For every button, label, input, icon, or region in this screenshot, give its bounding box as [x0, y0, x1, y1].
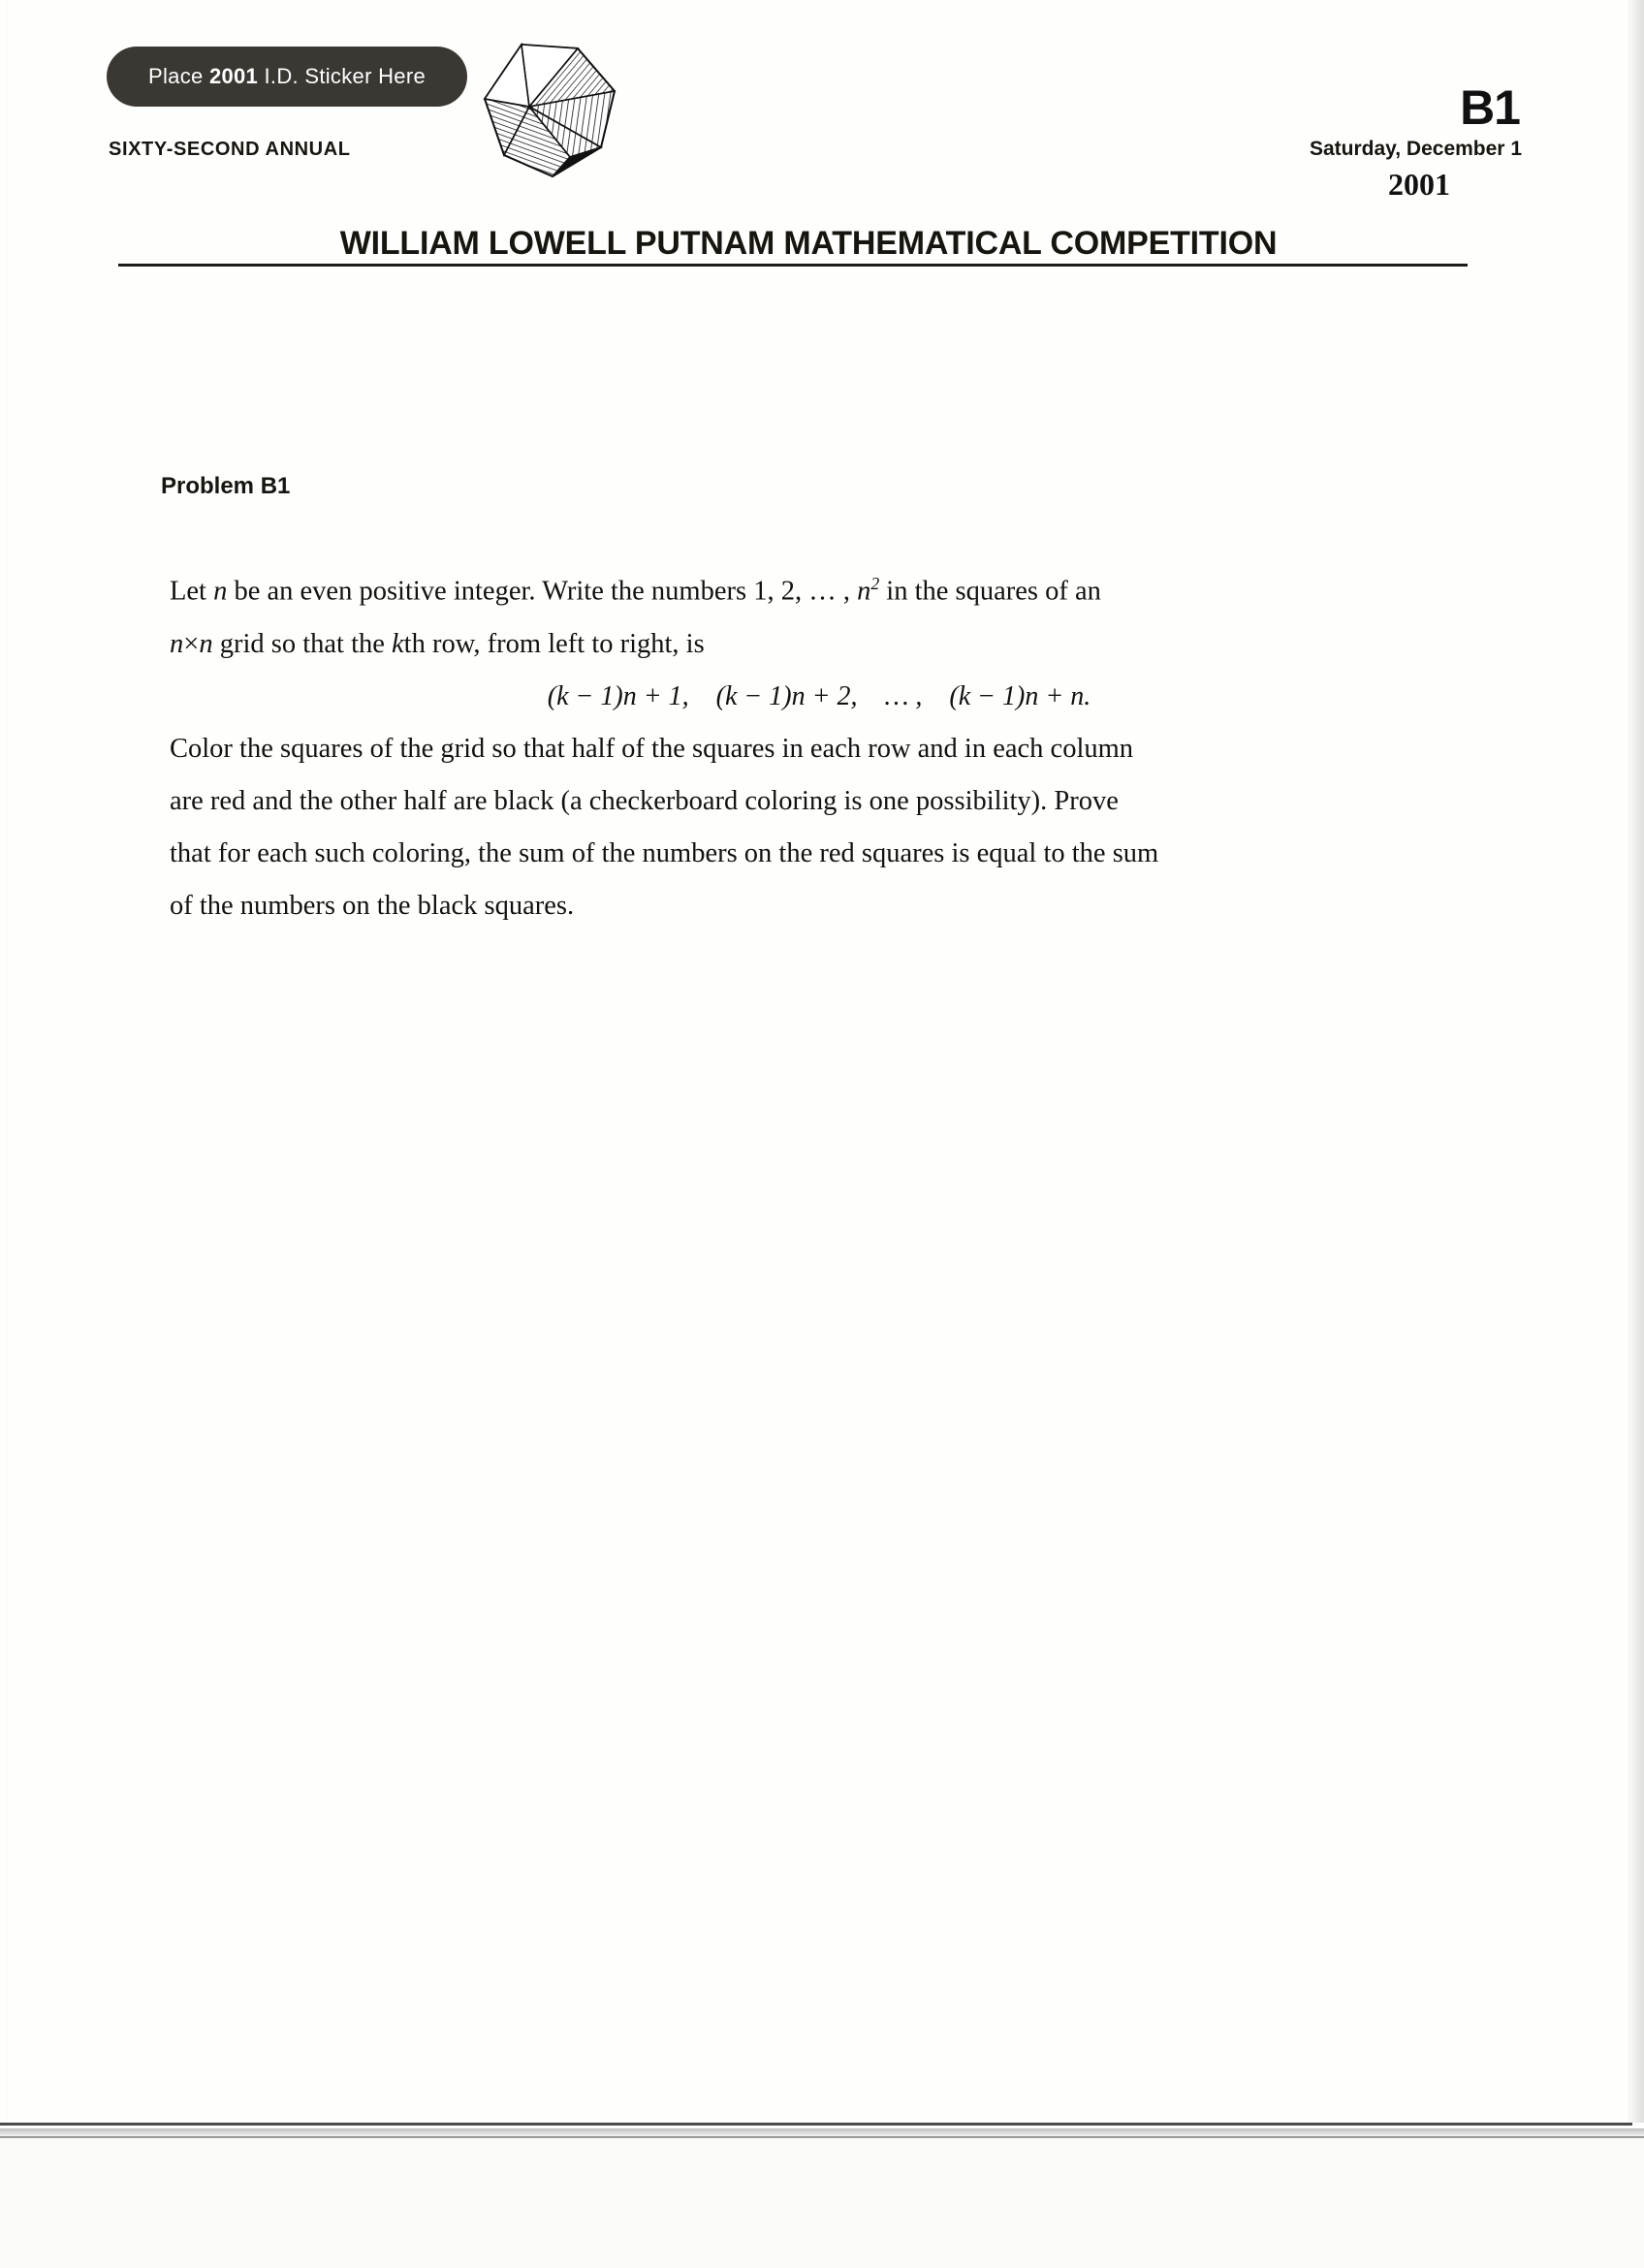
sheet-underlay [0, 2136, 1644, 2268]
math-var-k: k [392, 628, 404, 659]
math-exponent: 2 [870, 574, 880, 593]
exam-date-label: Saturday, December 1 [1309, 138, 1522, 160]
annual-edition-label: SIXTY-SECOND ANNUAL [109, 139, 351, 160]
math-var-n: n [199, 628, 213, 659]
times-symbol: × [183, 628, 200, 659]
id-sticker-placeholder [107, 47, 467, 107]
text-fragment: th row, from left to right, is [403, 628, 705, 659]
problem-line-2 [170, 618, 1430, 671]
page-title: WILLIAM LOWELL PUTNAM MATHEMATICAL COMPETITION [339, 225, 1278, 262]
text-fragment: be an even positive integer. Write the numbers 1, 2, … , [227, 576, 858, 607]
problem-formula: (k − 1)n + 1, (k − 1)n + 2, … , (k − 1)n + n. [547, 680, 1091, 711]
text-fragment: Let [170, 576, 214, 607]
problem-code-label: B1 [1460, 80, 1520, 135]
problem-line-1 [170, 557, 1430, 618]
math-var-n: n [213, 576, 228, 607]
problem-heading: Problem B1 [161, 473, 291, 499]
title-underline [118, 264, 1468, 267]
problem-line-4: Color the squares of the grid so that half of the squares in each row and in each column [170, 733, 1134, 764]
sticker-text-year: 2001 [208, 64, 259, 88]
problem-line-7: of the numbers on the black squares. [170, 890, 575, 921]
putnam-polyhedron-logo [477, 39, 624, 182]
problem-line-5: are red and the other half are black (a checkerboard coloring is one possibility). Prove [170, 785, 1119, 816]
sticker-text-post: I.D. Sticker Here [258, 64, 426, 88]
math-var-n: n [170, 628, 184, 659]
text-fragment: in the squares of an [879, 576, 1101, 607]
exam-year-label: 2001 [1388, 167, 1450, 202]
problem-line-6: that for each such coloring, the sum of the numbers on the red squares is equal to the sum [170, 837, 1159, 868]
text-fragment: grid so that the [212, 628, 393, 659]
problem-statement [170, 557, 1430, 932]
sticker-text-pre: Place [148, 64, 209, 88]
paper-sheet [8, 0, 1628, 2123]
page-edge-shadow [1627, 0, 1644, 2132]
math-var-n: n [857, 576, 871, 607]
sheet-bottom-edge [0, 2123, 1632, 2126]
